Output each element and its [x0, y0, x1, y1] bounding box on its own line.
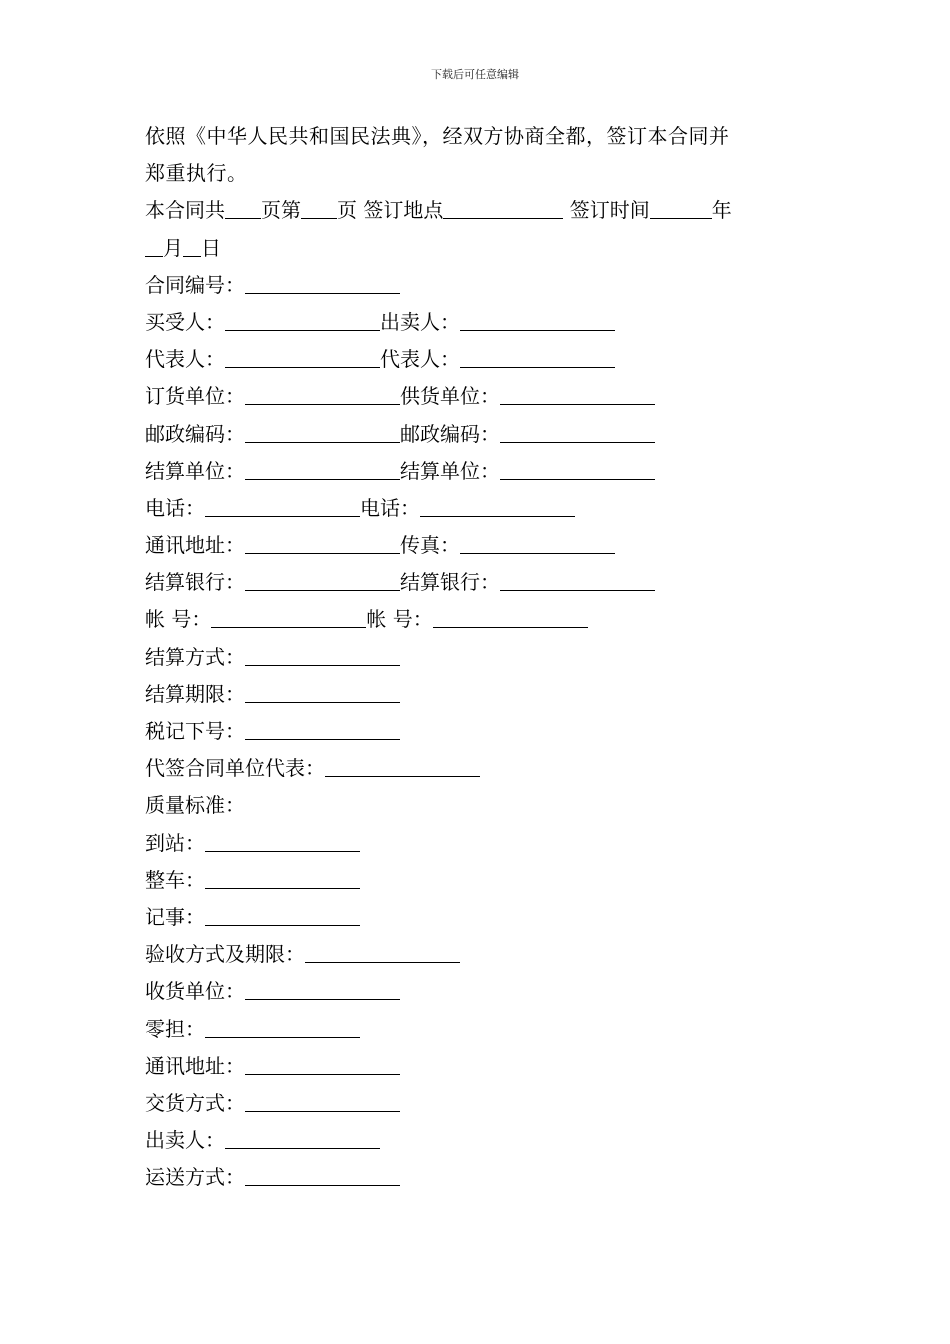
- rep-blank-1: [225, 345, 380, 368]
- intro-line-1: 依照《中华人民共和国民法典》，经双方协商全都，签订本合同并: [145, 124, 730, 148]
- full-car-label: 整车：: [145, 867, 205, 892]
- memo-label: 记事：: [145, 904, 205, 929]
- phone-blank-2: [420, 494, 575, 517]
- address-fax-line: [145, 527, 810, 564]
- seller-blank: [460, 308, 615, 331]
- order-unit-label: 订货单位：: [145, 384, 245, 409]
- phone-line: [145, 490, 810, 527]
- delivery-line: [145, 1085, 810, 1122]
- station-blank: [205, 829, 360, 852]
- representative-line: [145, 341, 810, 378]
- month-blank: [145, 234, 163, 257]
- contract-no-label: 合同编号：: [145, 272, 245, 297]
- rep-label-1: 代表人：: [145, 347, 225, 372]
- seller2-blank: [225, 1126, 380, 1149]
- account-line: [145, 601, 810, 638]
- tax-no-label: 税记下号：: [145, 719, 245, 743]
- settle-unit-label-2: 结算单位：: [400, 458, 500, 483]
- bank-label-1: 结算银行：: [145, 570, 245, 595]
- settle-unit-line: [145, 453, 810, 490]
- contract-body: [145, 118, 810, 1196]
- account-blank-1: [211, 605, 366, 628]
- buyer-seller-line: [145, 304, 810, 341]
- address-label: 通讯地址：: [145, 533, 245, 558]
- bank-blank-1: [245, 568, 400, 591]
- bank-line: [145, 564, 810, 601]
- account-label-2: 帐 号：: [366, 607, 433, 632]
- fax-label: 传真：: [400, 533, 460, 558]
- receive-unit-label: 收货单位：: [145, 979, 245, 1004]
- seller2-line: [145, 1122, 810, 1159]
- settle-period-label: 结算期限：: [145, 681, 245, 706]
- rep-blank-2: [460, 345, 615, 368]
- month-label: 月: [163, 235, 183, 260]
- intro-paragraph: [145, 118, 810, 192]
- transport-line: [145, 1159, 810, 1196]
- receive-unit-blank: [245, 977, 400, 1000]
- supply-unit-label: 供货单位：: [400, 384, 500, 409]
- postal-blank-2: [500, 420, 655, 443]
- settle-method-line: [145, 639, 810, 676]
- transport-label: 运送方式：: [145, 1165, 245, 1190]
- full-car-line: [145, 862, 810, 899]
- settle-unit-blank-1: [245, 457, 400, 480]
- quality-line: [145, 787, 810, 824]
- phone-blank-1: [205, 494, 360, 517]
- less-load-label: 零担：: [145, 1016, 205, 1041]
- postal-blank-1: [245, 420, 400, 443]
- date-line: [145, 230, 810, 267]
- settle-method-label: 结算方式：: [145, 644, 245, 669]
- agent-rep-line: [145, 750, 810, 787]
- day-label: 日: [201, 235, 221, 260]
- postal-line: [145, 416, 810, 453]
- page-number-blank: [301, 196, 337, 219]
- settle-unit-blank-2: [500, 457, 655, 480]
- supply-unit-blank: [500, 382, 655, 405]
- settle-period-line: [145, 676, 810, 713]
- pages-label-2: 页第: [261, 198, 301, 223]
- intro-line-2: 郑重执行。: [145, 161, 248, 186]
- settle-unit-label-1: 结算单位：: [145, 458, 245, 483]
- bank-blank-2: [500, 568, 655, 591]
- seller-label: 出卖人：: [380, 309, 460, 334]
- contract-no-line: [145, 267, 810, 304]
- station-line: [145, 825, 810, 862]
- rep-label-2: 代表人：: [380, 347, 460, 372]
- memo-line: [145, 899, 810, 936]
- agent-rep-label: 代签合同单位代表：: [145, 756, 325, 781]
- station-label: 到站：: [145, 830, 205, 855]
- bank-label-2: 结算银行：: [400, 570, 500, 595]
- tax-no-blank: [245, 717, 400, 740]
- seller2-label: 出卖人：: [145, 1128, 225, 1153]
- total-pages-blank: [225, 196, 261, 219]
- signing-time-label: 签订时间: [569, 198, 650, 223]
- address2-blank: [245, 1052, 400, 1075]
- phone-label-2: 电话：: [360, 495, 420, 520]
- account-blank-2: [433, 605, 588, 628]
- settle-method-blank: [245, 643, 400, 666]
- acceptance-blank: [305, 940, 460, 963]
- transport-blank: [245, 1163, 400, 1186]
- fax-blank: [460, 531, 615, 554]
- memo-blank: [205, 903, 360, 926]
- delivery-blank: [245, 1089, 400, 1112]
- less-load-blank: [205, 1015, 360, 1038]
- acceptance-label: 验收方式及期限：: [145, 942, 305, 967]
- postal-label-2: 邮政编码：: [400, 421, 500, 446]
- day-blank: [183, 234, 201, 257]
- delivery-label: 交货方式：: [145, 1090, 245, 1115]
- agent-rep-blank: [325, 754, 480, 777]
- account-label-1: 帐 号：: [145, 607, 212, 632]
- address2-label: 通讯地址：: [145, 1053, 245, 1078]
- pages-and-signing-line: [145, 192, 810, 229]
- settle-period-blank: [245, 680, 400, 703]
- year-label: 年: [711, 198, 732, 223]
- buyer-label: 买受人：: [145, 309, 225, 334]
- contract-no-blank: [245, 271, 400, 294]
- order-unit-blank: [245, 382, 400, 405]
- buyer-blank: [225, 308, 380, 331]
- receive-unit-line: [145, 973, 810, 1010]
- page-header: 下载后可任意编辑: [431, 68, 519, 81]
- address-blank: [245, 531, 400, 554]
- pages-label-3: 页 签订地点: [337, 198, 444, 223]
- acceptance-line: [145, 936, 810, 973]
- signing-year-blank: [650, 196, 712, 219]
- units-line: [145, 378, 810, 415]
- pages-label-1: 本合同共: [145, 198, 225, 223]
- quality-label: 质量标准：: [145, 793, 245, 818]
- signing-place-blank: [443, 196, 563, 219]
- less-load-line: [145, 1011, 810, 1048]
- phone-label-1: 电话：: [145, 495, 205, 520]
- full-car-blank: [205, 866, 360, 889]
- address2-line: [145, 1048, 810, 1085]
- postal-label-1: 邮政编码：: [145, 421, 245, 446]
- tax-no-line: [145, 713, 810, 750]
